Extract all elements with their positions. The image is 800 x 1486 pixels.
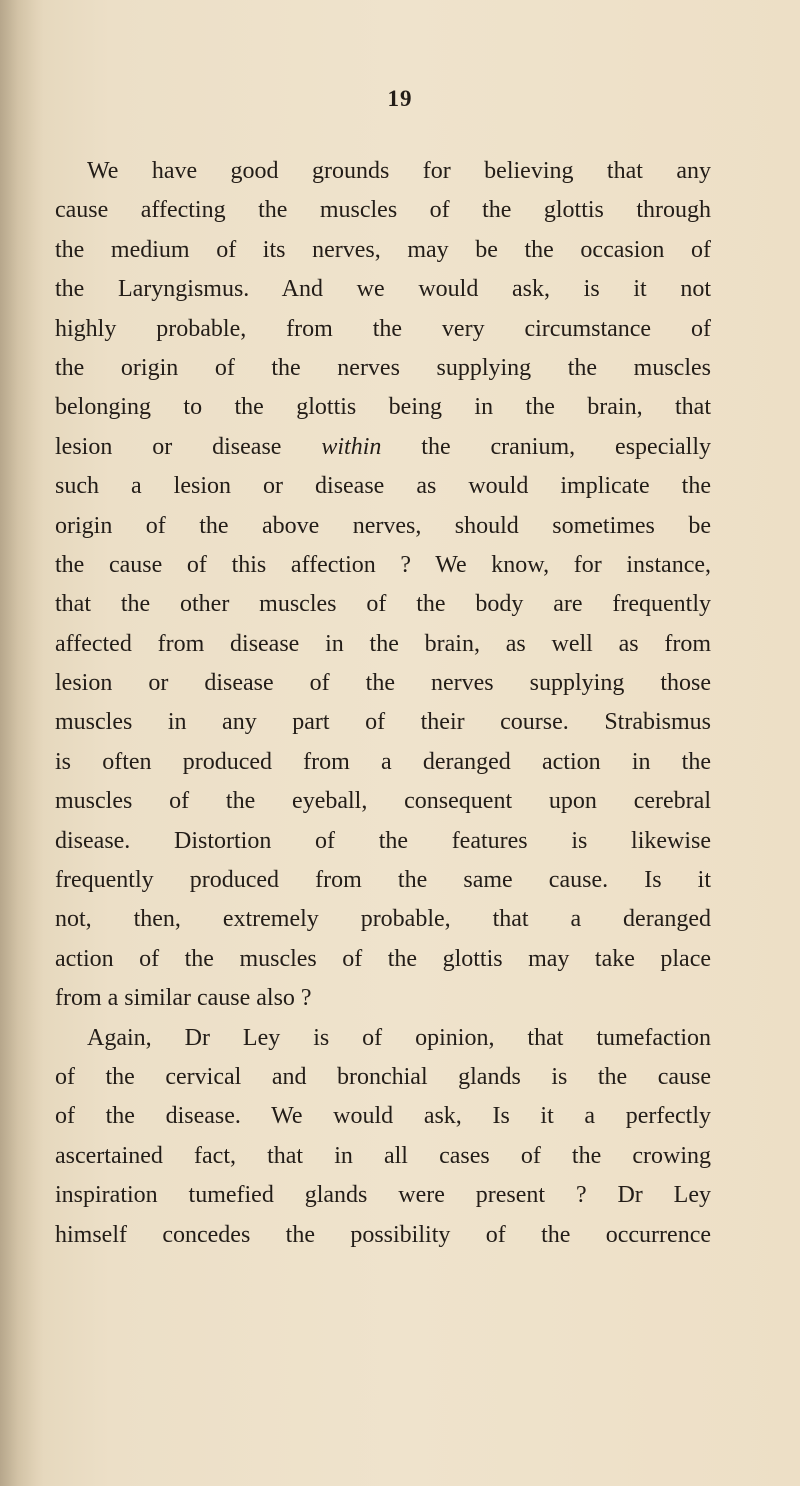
text-line: the Laryngismus. And we would ask, is it not <box>55 276 711 303</box>
text-line: is often produced from a deranged action in the <box>55 748 711 775</box>
text-line: the medium of its nerves, may be the occasion of <box>55 236 711 263</box>
text-line: not, then, extremely probable, that a deranged <box>55 906 711 933</box>
text-line: highly probable, from the very circumstance of <box>55 315 711 342</box>
italic-word: within <box>321 433 382 460</box>
text-line: himself concedes the possibility of the occurrence <box>55 1221 711 1248</box>
text-line: belonging to the glottis being in the brain, that <box>55 394 711 421</box>
text-line: inspiration tumefied glands were present ? Dr Ley <box>55 1182 711 1209</box>
text-line: Again, Dr Ley is of opinion, that tumefaction <box>87 1024 711 1051</box>
page-number: 19 <box>387 86 413 111</box>
text-line: frequently produced from the same cause. Is it <box>55 867 711 894</box>
text-line: origin of the above nerves, should sometimes be <box>55 512 711 539</box>
text-line: such a lesion or disease as would implicate the <box>55 473 711 500</box>
text-line: action of the muscles of the glottis may take place <box>55 945 711 972</box>
text-line: cause affecting the muscles of the glottis through <box>55 197 711 224</box>
text-line: lesion or disease within the cranium, especially <box>55 433 712 460</box>
text-line: lesion or disease of the nerves supplying those <box>55 670 711 697</box>
text-line: the cause of this affection ? We know, for instance, <box>55 551 711 578</box>
text-line: from a similar cause also ? <box>55 985 312 1012</box>
text-line: of the cervical and bronchial glands is the cause <box>55 1063 711 1090</box>
text-line: affected from disease in the brain, as well as from <box>55 630 711 657</box>
text-line: muscles of the eyeball, consequent upon cerebral <box>55 788 711 815</box>
text-line: disease. Distortion of the features is likewise <box>55 827 711 854</box>
text-line: the origin of the nerves supplying the muscles <box>55 354 711 381</box>
text-line: of the disease. We would ask, Is it a perfectly <box>55 1103 711 1130</box>
body-text <box>55 152 711 1255</box>
text-line: ascertained fact, that in all cases of the crowing <box>55 1142 711 1169</box>
text-line: We have good grounds for believing that any <box>87 158 711 184</box>
binding-shadow <box>0 0 44 1486</box>
text-line: that the other muscles of the body are frequently <box>55 591 711 618</box>
text-line: muscles in any part of their course. Strabismus <box>55 709 711 736</box>
